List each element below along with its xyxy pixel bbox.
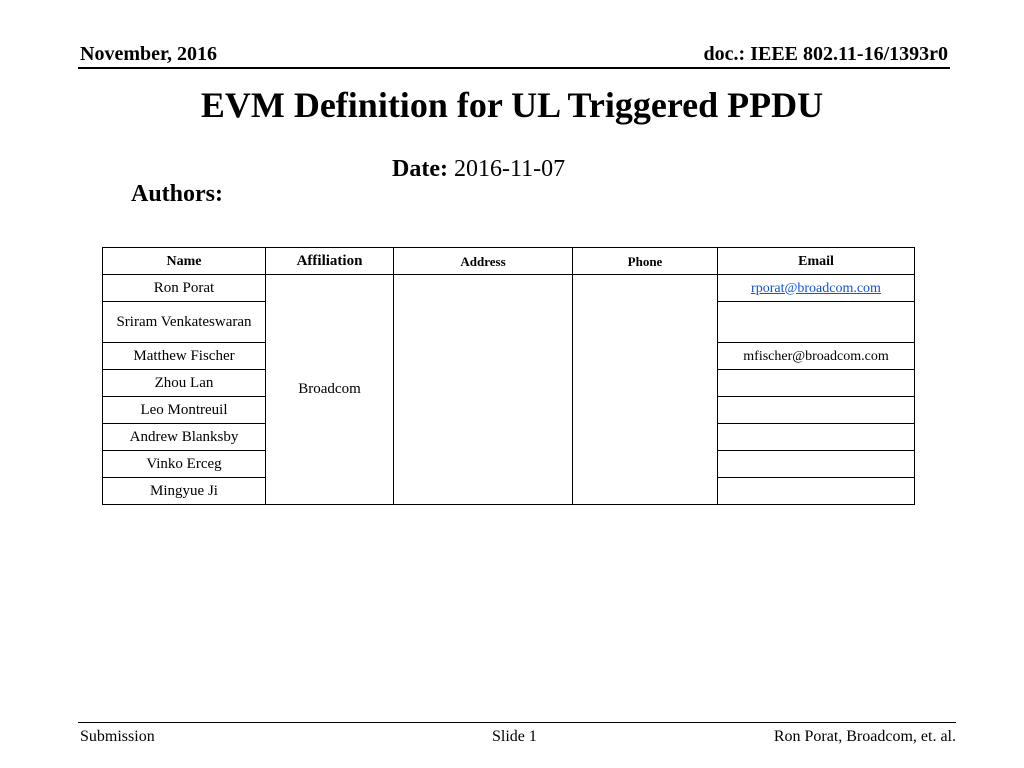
footer-submission: Submission [80, 728, 155, 745]
date-value: 2016-11-07 [447, 156, 566, 182]
author-name: Matthew Fischer [103, 343, 266, 370]
date-label: Date: [392, 156, 448, 182]
header-affiliation: Affiliation [266, 248, 394, 275]
slide-title: EVM Definition for UL Triggered PPDU [200, 85, 824, 125]
author-email [718, 478, 915, 505]
footer-authors: Ron Porat, Broadcom, et. al. [773, 728, 956, 745]
header-name: Name [103, 248, 266, 275]
address-cell [394, 275, 573, 505]
author-name: Mingyue Ji [103, 478, 266, 505]
author-email [718, 302, 915, 343]
table-header-row [103, 248, 915, 275]
phone-cell [573, 275, 718, 505]
header-date: November, 2016 [80, 43, 218, 65]
table-row [103, 275, 915, 302]
authors-label: Authors: [131, 181, 224, 207]
affiliation-cell: Broadcom [266, 275, 394, 505]
author-email [718, 451, 915, 478]
authors-table [102, 247, 915, 505]
header-phone: Phone [573, 248, 718, 275]
author-name: Ron Porat [103, 275, 266, 302]
footer-slide-number: Slide 1 [492, 728, 537, 745]
author-name: Leo Montreuil [103, 397, 266, 424]
email-link[interactable]: rporat@broadcom.com [751, 280, 881, 296]
author-name: Vinko Erceg [103, 451, 266, 478]
header-doc-id: doc.: IEEE 802.11-16/1393r0 [703, 43, 948, 65]
author-name: Sriram Venkateswaran [103, 302, 266, 343]
header-email: Email [718, 248, 915, 275]
author-name: Andrew Blanksby [103, 424, 266, 451]
footer-rule [78, 722, 956, 723]
author-name: Zhou Lan [103, 370, 266, 397]
date-line [392, 156, 565, 183]
author-email [718, 424, 915, 451]
author-email [718, 275, 915, 302]
author-email [718, 370, 915, 397]
email-text: mfischer@broadcom.com [743, 348, 889, 364]
header-address: Address [394, 248, 573, 275]
header-rule [78, 67, 950, 69]
author-email [718, 343, 915, 370]
author-email [718, 397, 915, 424]
